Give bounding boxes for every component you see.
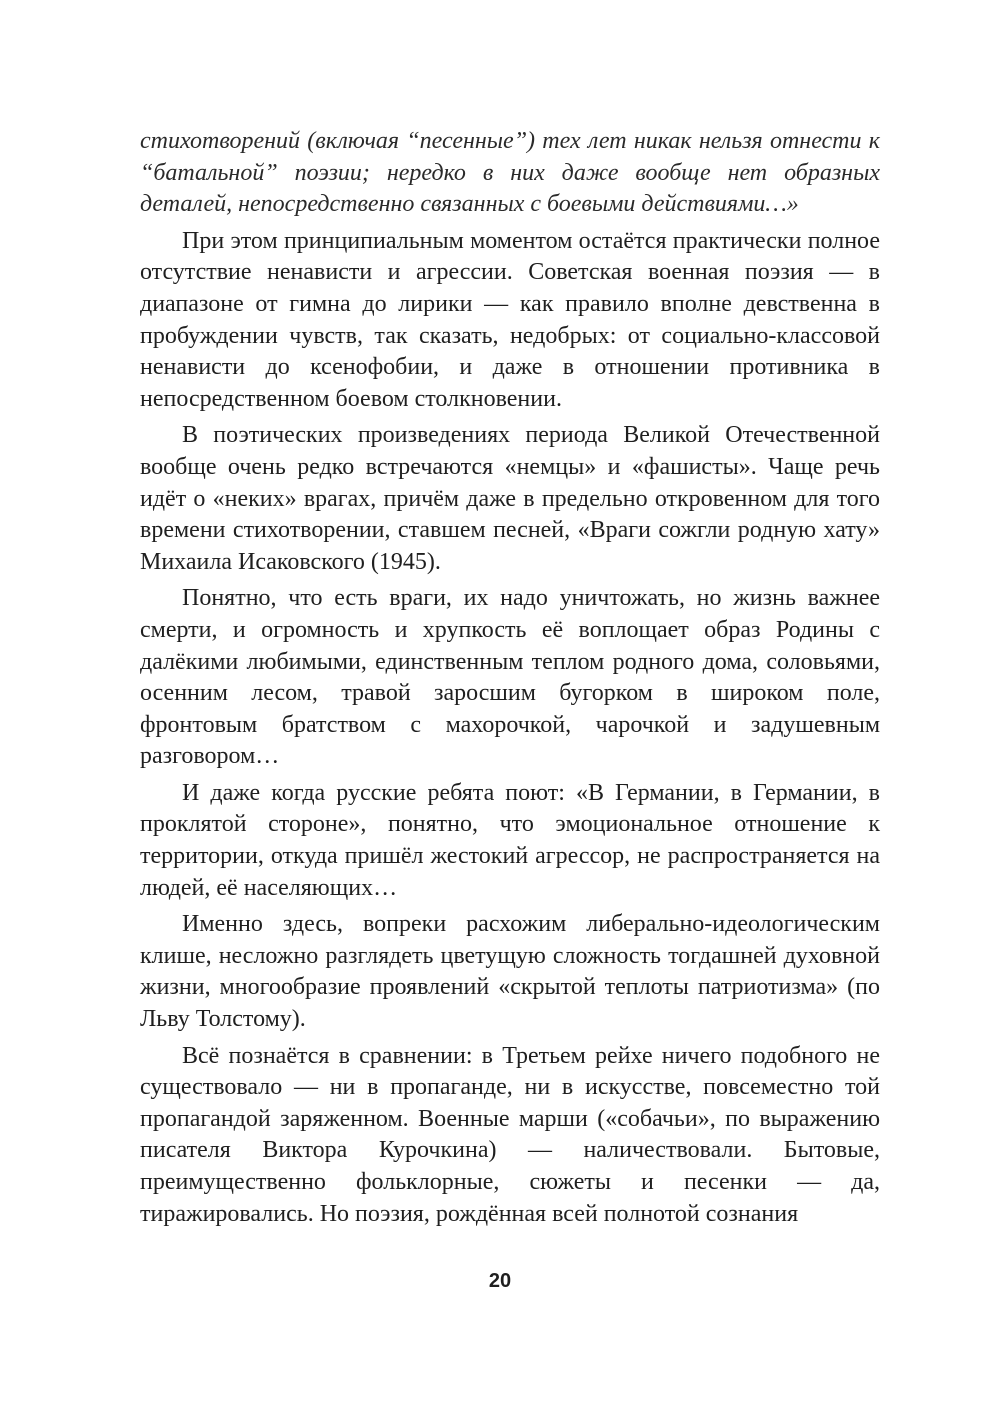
paragraph-quote-continuation: стихотворений (включая “песенные”) тех лет никак нельзя отнести к “батальной” поэзии; нередко в них даже вообще нет образных деталей, непосредственно связанных с боевыми действиями…» (140, 128, 880, 218)
paragraph: В поэтических произведениях периода Великой Отечественной вообще очень редко встречаются «немцы» и «фашисты». Чаще речь идёт о «неких» врагах, причём даже в предельно откровенном для того времени стихотворении, ставшем песней, «Враги сожгли родную хату» Михаила Исаковского (1945). (140, 422, 880, 575)
paragraph: При этом принципиальным моментом остаётся практически полное отсутствие ненависти и агрессии. Советская военная поэзия — в диапазоне от гимна до лирики — как правило вполне девственна в пробуждении чувств, так сказать, недобрых: от социально-классовой ненависти до ксенофобии, и даже в отношении противника в непосредственном боевом столкновении. (140, 227, 880, 412)
page-number: 20 (488, 1270, 512, 1292)
paragraph: Понятно, что есть враги, их надо уничтожать, но жизнь важнее смерти, и огромность и хрупкость её воплощает образ Родины с далёкими любимыми, единственным теплом родного дома, соловьями, осенним лесом, травой заросшим бугорком в широком поле, фронтовым братством с махорочкой, чарочкой и задушевным разговором… (140, 585, 880, 770)
paragraph: Именно здесь, вопреки расхожим либерально-идеологическим клише, несложно разглядеть цветущую сложность тогдашней духовной жизни, многообразие проявлений «скрытой теплоты патриотизма» (по Льву Толстому). (140, 911, 880, 1033)
body-text (140, 126, 880, 1235)
paragraph: И даже когда русские ребята поют: «В Германии, в Германии, в проклятой стороне», понятно, что эмоциональное отношение к территории, откуда пришёл жестокий агрессор, не распространяется на людей, её населяющих… (140, 779, 880, 901)
paragraph: Всё познаётся в сравнении: в Третьем рейхе ничего подобного не существовало — ни в пропаганде, ни в искусстве, повсеместно той пропагандой заряженном. Военные марши («собачьи», по выражению писателя Виктора Курочкина) — наличествовали. Бытовые, преимущественно фольклорные, сюжеты и песенки — да, тиражировались. Но поэзия, рождённая всей полнотой сознания (140, 1042, 880, 1227)
